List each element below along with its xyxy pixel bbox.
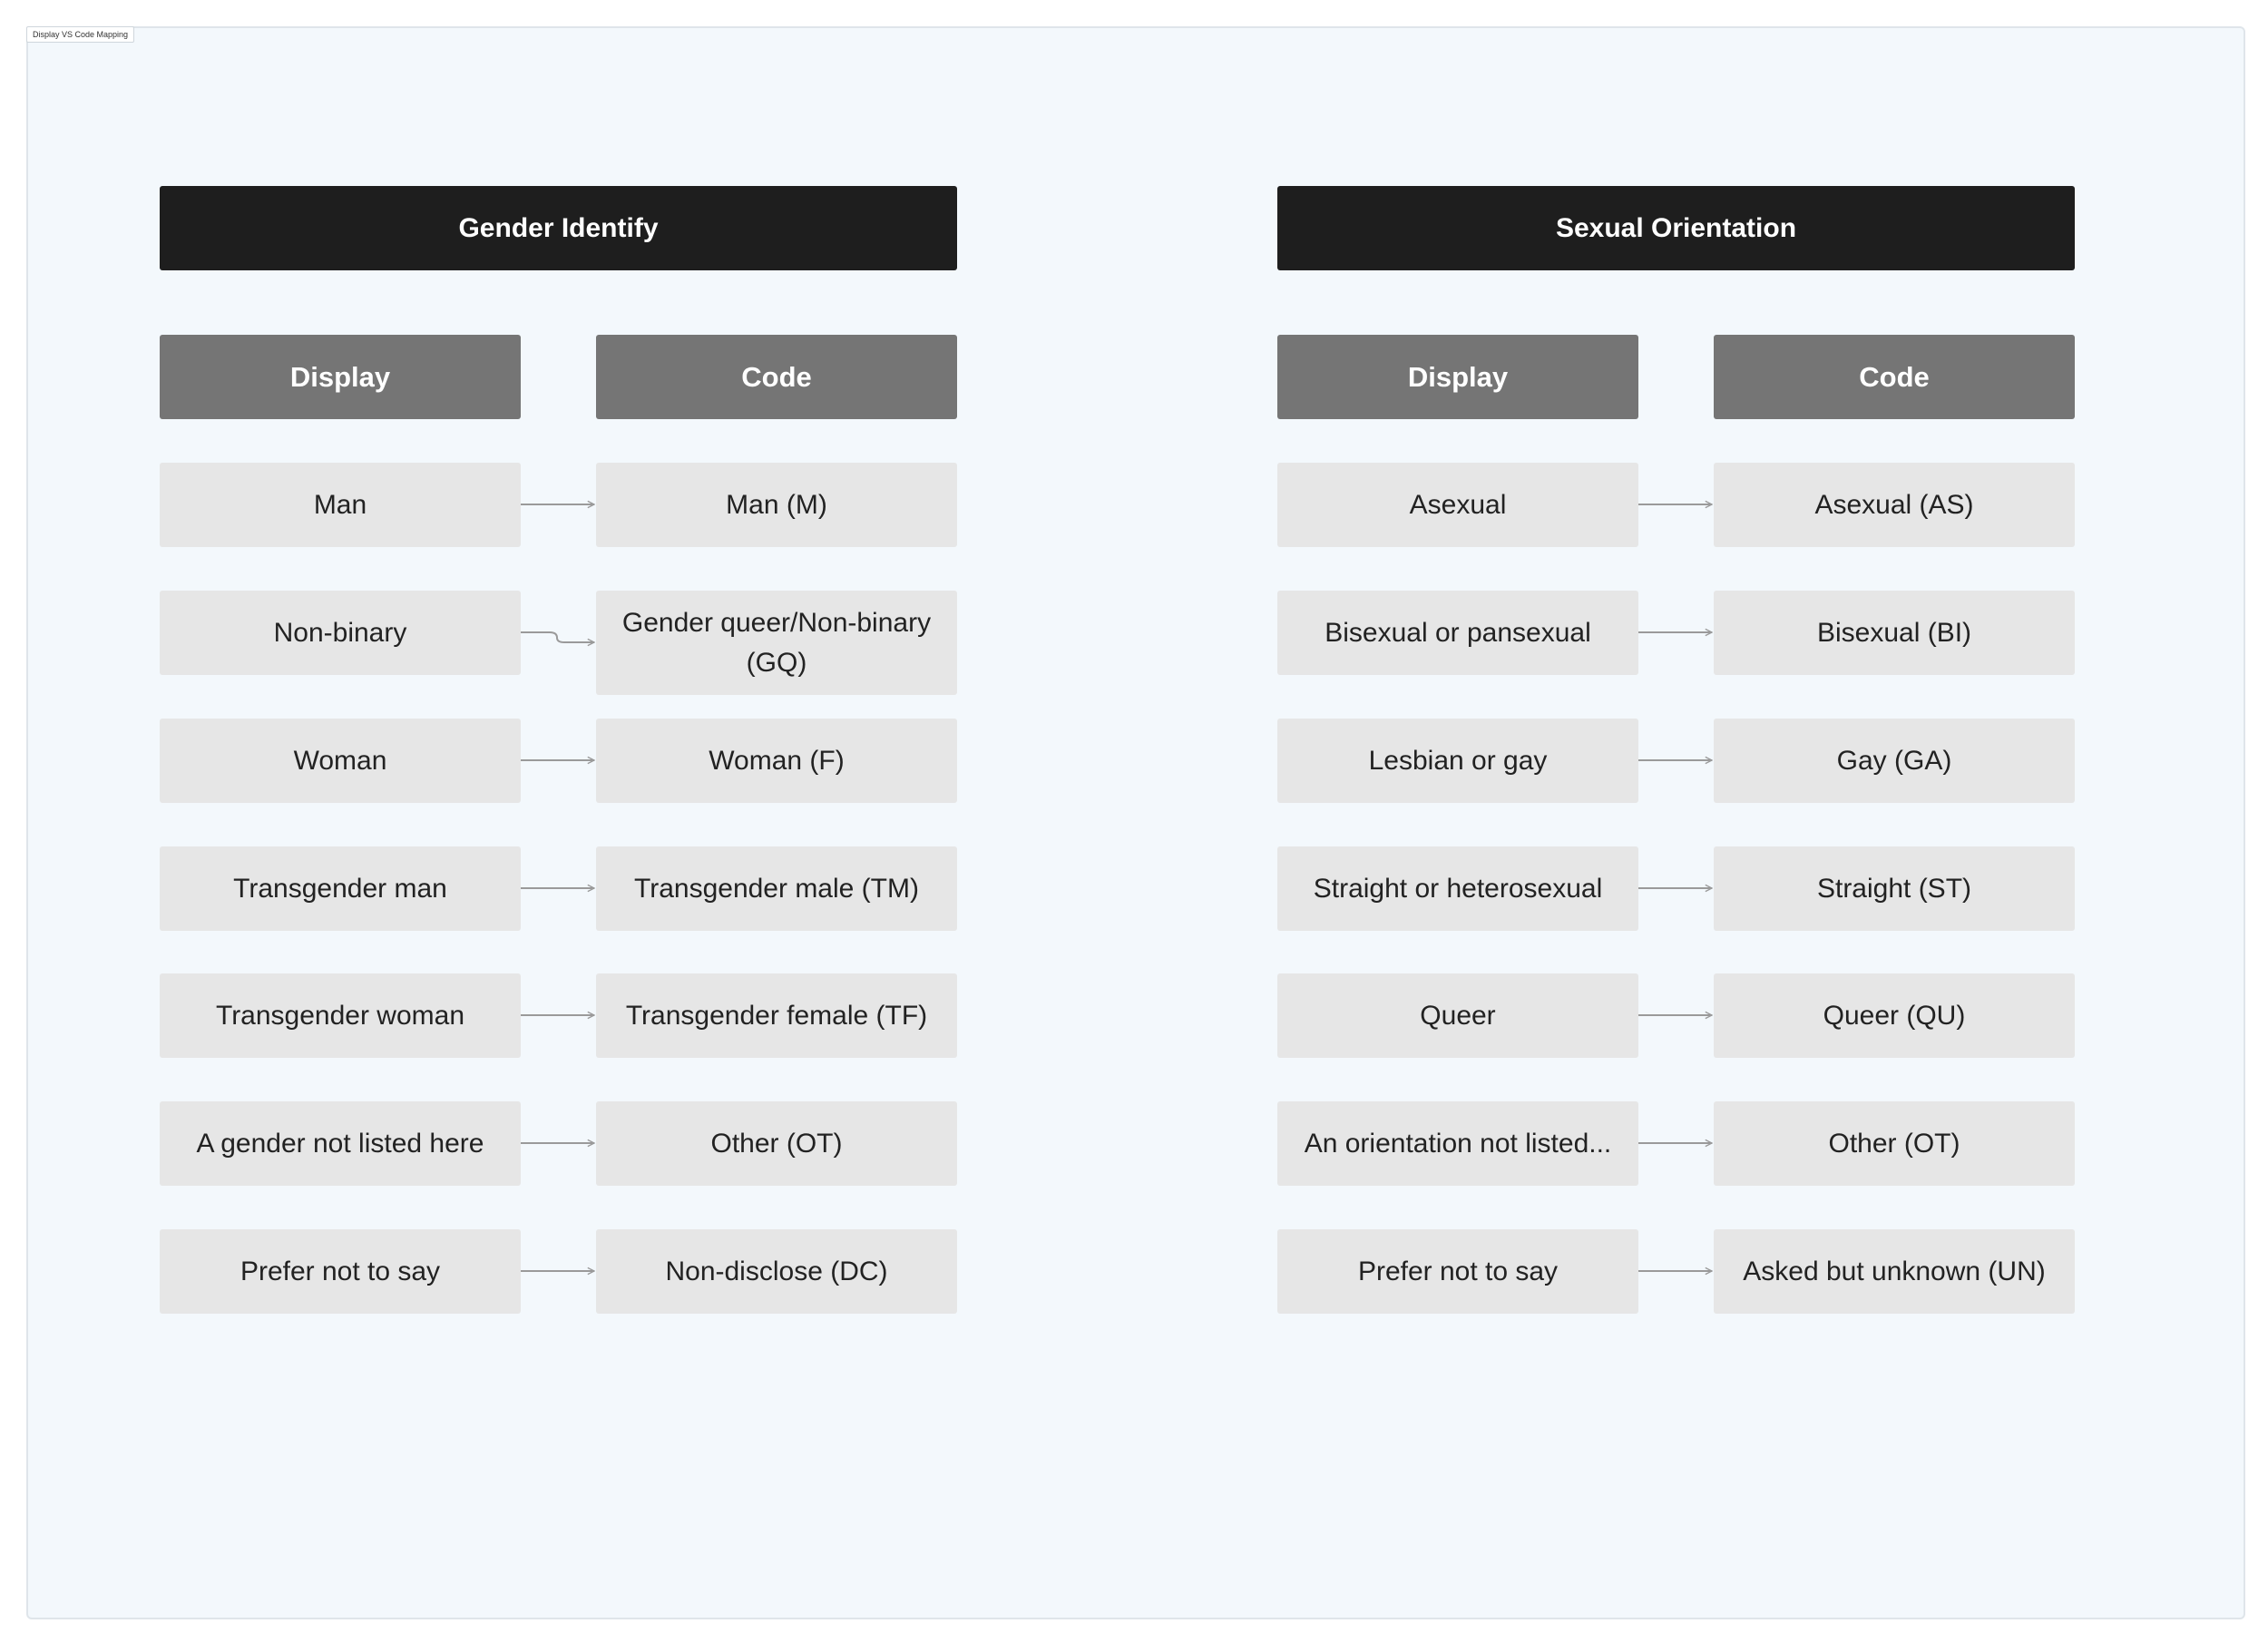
orientation-code-asexual[interactable]: Asexual (AS) [1714, 463, 2075, 547]
gender-section-title[interactable]: Gender Identify [160, 186, 957, 270]
gender-display-non-binary[interactable]: Non-binary [160, 591, 521, 675]
orientation-code-gay[interactable]: Gay (GA) [1714, 719, 2075, 803]
gender-code-non-disclose[interactable]: Non-disclose (DC) [596, 1229, 957, 1314]
orientation-display-header[interactable]: Display [1277, 335, 1638, 419]
gender-display-transgender-woman[interactable]: Transgender woman [160, 973, 521, 1058]
orientation-display-queer[interactable]: Queer [1277, 973, 1638, 1058]
gender-display-transgender-man[interactable]: Transgender man [160, 846, 521, 931]
orientation-display-straight[interactable]: Straight or heterosexual [1277, 846, 1638, 931]
gender-code-header[interactable]: Code [596, 335, 957, 419]
orientation-code-unknown[interactable]: Asked but unknown (UN) [1714, 1229, 2075, 1314]
orientation-display-prefer-not[interactable]: Prefer not to say [1277, 1229, 1638, 1314]
gender-code-woman[interactable]: Woman (F) [596, 719, 957, 803]
gender-display-prefer-not[interactable]: Prefer not to say [160, 1229, 521, 1314]
gender-code-man[interactable]: Man (M) [596, 463, 957, 547]
gender-display-not-listed[interactable]: A gender not listed here [160, 1101, 521, 1186]
gender-code-other[interactable]: Other (OT) [596, 1101, 957, 1186]
orientation-code-straight[interactable]: Straight (ST) [1714, 846, 2075, 931]
orientation-display-bisexual[interactable]: Bisexual or pansexual [1277, 591, 1638, 675]
orientation-display-lesbian-gay[interactable]: Lesbian or gay [1277, 719, 1638, 803]
gender-code-transgender-female[interactable]: Transgender female (TF) [596, 973, 957, 1058]
gender-display-man[interactable]: Man [160, 463, 521, 547]
orientation-code-header[interactable]: Code [1714, 335, 2075, 419]
orientation-display-not-listed[interactable]: An orientation not listed... [1277, 1101, 1638, 1186]
orientation-display-asexual[interactable]: Asexual [1277, 463, 1638, 547]
gender-display-header[interactable]: Display [160, 335, 521, 419]
orientation-code-other[interactable]: Other (OT) [1714, 1101, 2075, 1186]
orientation-code-bisexual[interactable]: Bisexual (BI) [1714, 591, 2075, 675]
frame-label[interactable]: Display VS Code Mapping [26, 26, 134, 43]
gender-code-non-binary[interactable]: Gender queer/Non-binary (GQ) [596, 591, 957, 695]
orientation-code-queer[interactable]: Queer (QU) [1714, 973, 2075, 1058]
gender-code-transgender-male[interactable]: Transgender male (TM) [596, 846, 957, 931]
gender-display-woman[interactable]: Woman [160, 719, 521, 803]
orientation-section-title[interactable]: Sexual Orientation [1277, 186, 2075, 270]
